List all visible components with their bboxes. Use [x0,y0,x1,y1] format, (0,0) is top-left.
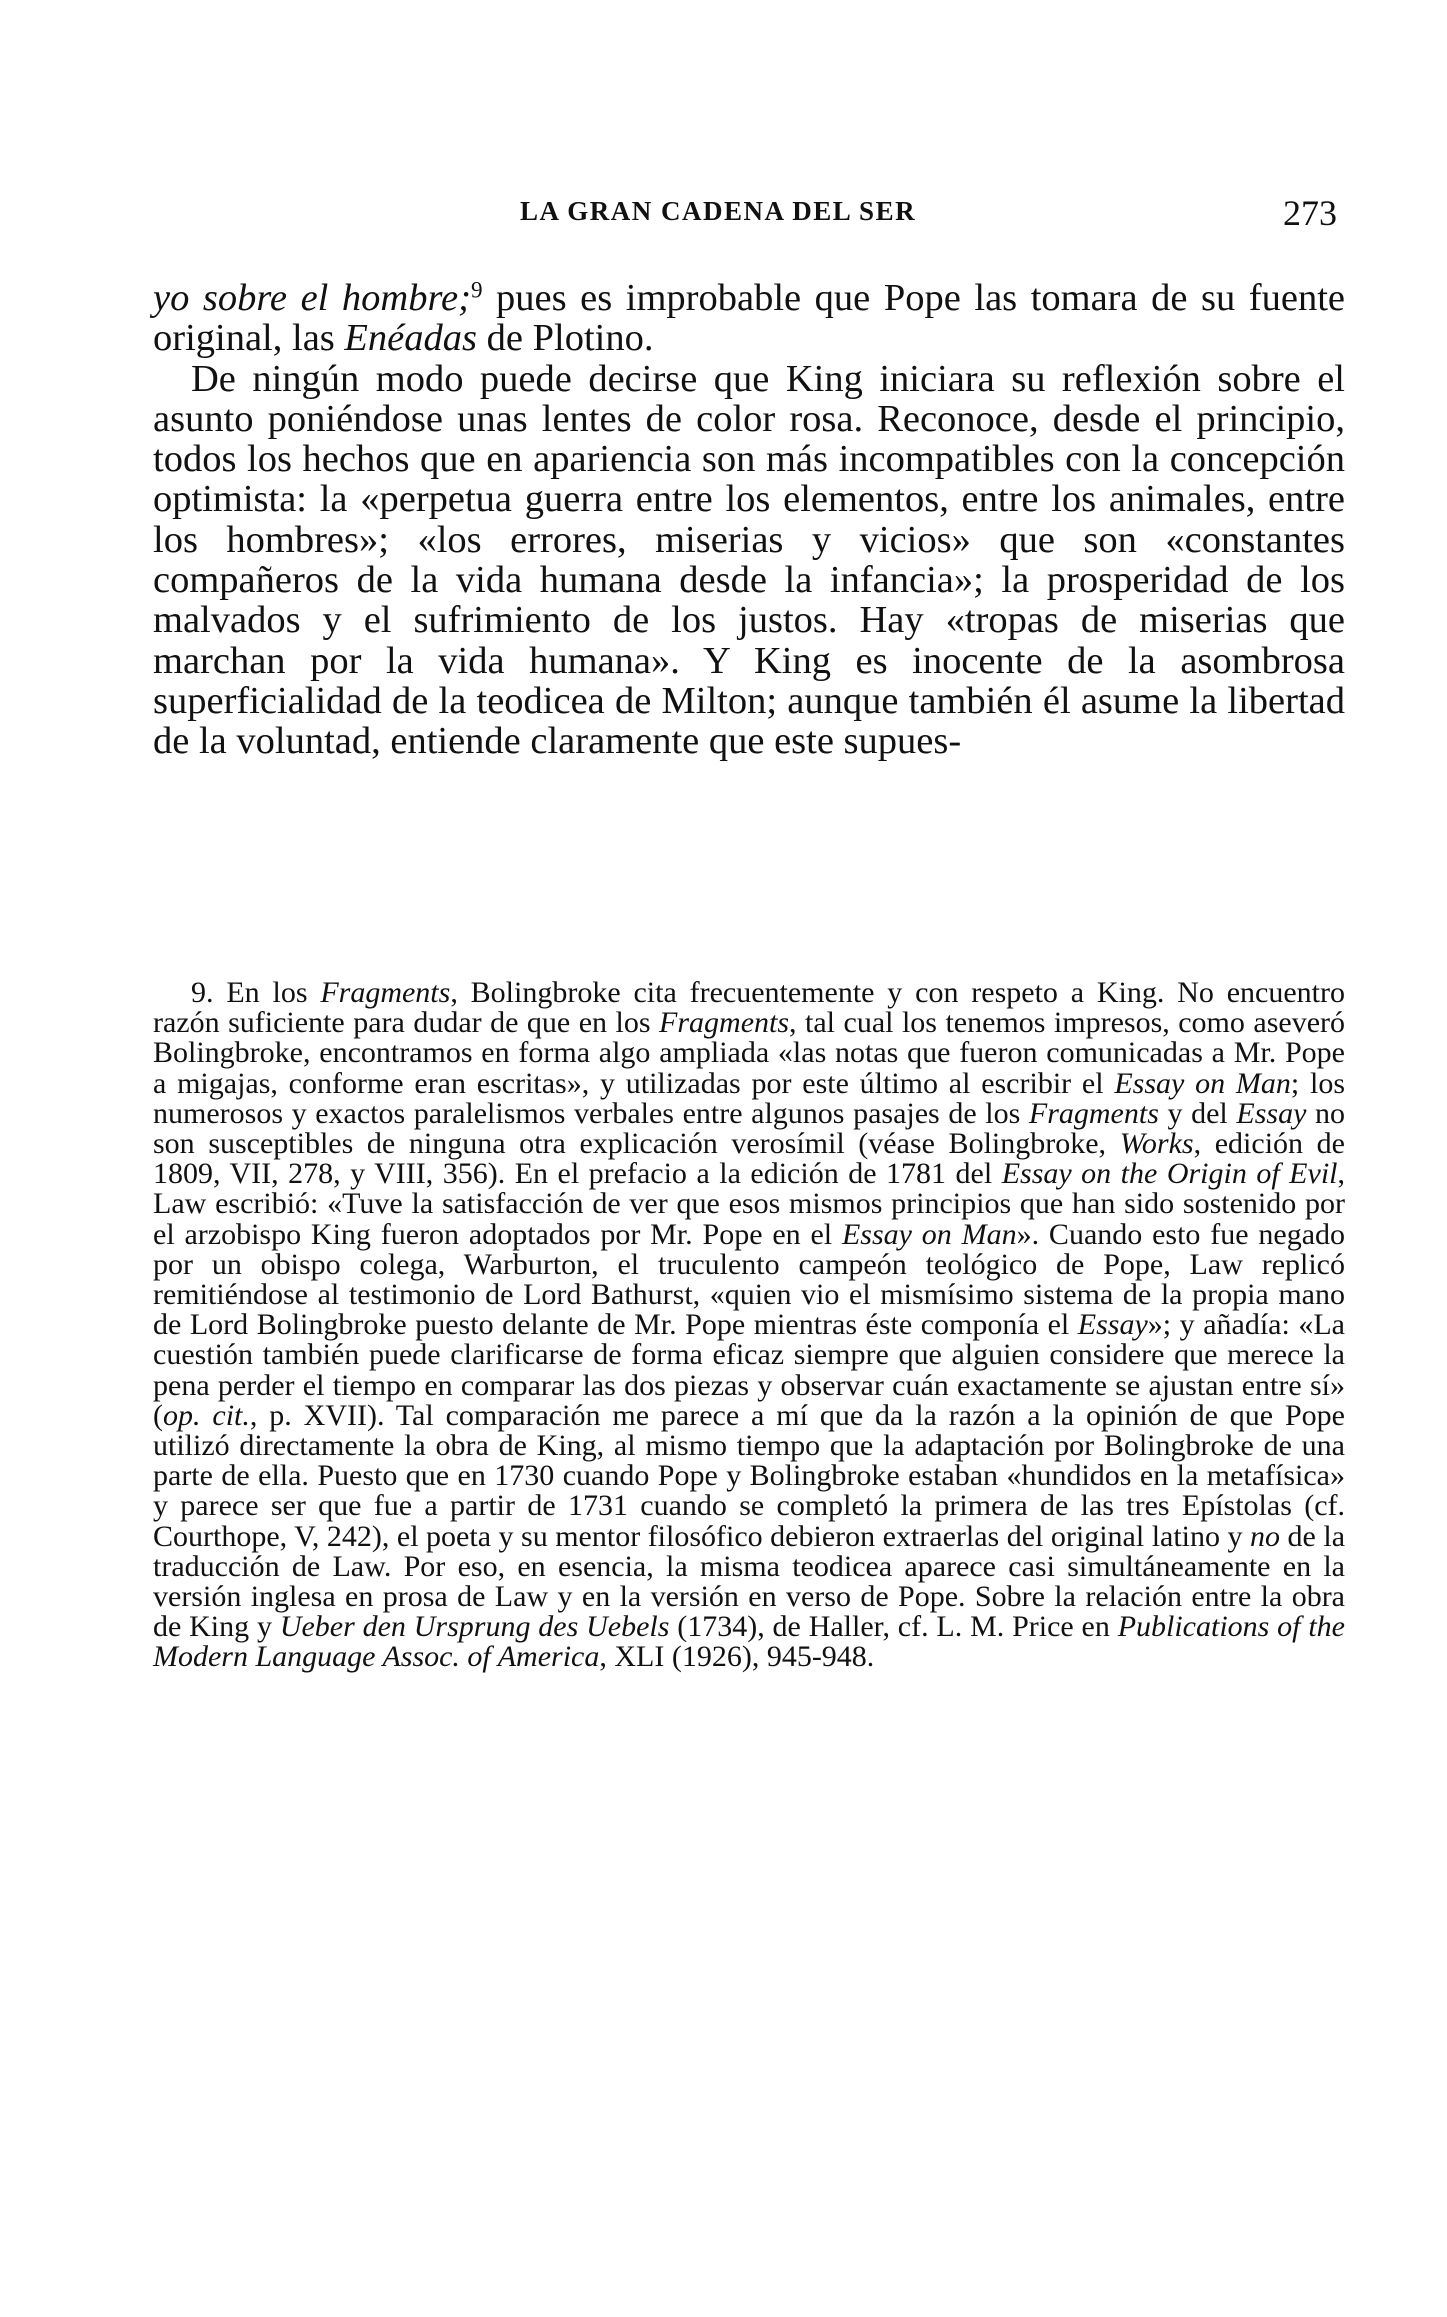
page-number: 273 [1283,193,1337,233]
footnote-text-run: En los [213,976,321,1009]
footnote-text-run: , tal cual los tenemos impresos, como aseveró Bolingbroke, encontramos en forma algo ampliada «las notas que fueron comunicadas a Mr. Pope a migajas, conforme eran escritas», y utilizadas por este último al escribir el [153,1006,1345,1100]
footnote [153,978,1345,1673]
footnote-text-run: , edición de 1809, VII, 278, y VIII, 356). En el prefacio a la edición de 1781 del [153,1127,1345,1191]
italic-title: Enéadas [344,317,477,360]
paragraph: De ningún modo puede decirse que King iniciara su reflexión sobre el asunto poniéndose unas lentes de color rosa. Reconoce, desde el principio, todos los hechos que en apariencia son más incompatibles con la concepción optimista: la «perpetua guerra entre los elementos, entre los animales, entre los hombres»; «los errores, miserias y vicios» que son «constantes compañeros de la vida humana desde la infancia»; la prosperidad de los malvados y el sufrimiento de los justos. Hay «tropas de miserias que marchan por la vida humana». Y King es inocente de la asombrosa superficialidad de la teodicea de Milton; aunque también él asume la libertad de la voluntad, entiende claramente que este supues- [153,357,1345,763]
italic-title: Fragments [1028,1096,1159,1130]
italic-title: Essay on the Origin of Evil [1001,1157,1338,1191]
footnote-text-run: ». Cuando esto fue negado por un obispo colega, Warburton, el truculento campeón teológico de Pope, Law replicó remitiéndose al testimonio de Lord Bathurst, «quien vio el mismísimo sistema de la propia mano de Lord Bolingbroke puesto delante de Mr. Pope mientras éste componía el [153,1217,1346,1342]
footnote-text [153,978,1345,1673]
italic-title: Essay [1077,1308,1148,1342]
running-head [153,193,1345,233]
italic-title: Essay on Man [1114,1066,1291,1100]
footnote-text-run: (1734), de Haller, cf. L. M. Price en [669,1610,1118,1644]
italic-title: no [1250,1519,1281,1553]
italic-title: op. cit. [163,1398,250,1432]
footnote-body [153,976,1345,1673]
footnote-text-run: ; los numerosos y exactos paralelismos verbales entre algunos pasajes de los [153,1066,1345,1130]
italic-title: Fragments [320,976,451,1009]
footnote-text-run: , Bolingbroke cita frecuentemente y con respeto a King. No encuentro razón suficiente para dudar de que en los [153,976,1345,1040]
italic-title: Essay [1236,1096,1307,1130]
italic-title: Essay on Man [841,1217,1017,1251]
italic-title: Works [1119,1127,1194,1161]
footnote-text-run: , p. XVII). Tal comparación me parece a mí que da la razón a la opinión de que Pope utilizó directamente la obra de King, al mismo tiempo que la adaptación por Bolingbroke de una parte de ella. Puesto que en 1730 cuando Pope y Bolingbroke estaban «hundidos en la metafísica» y parece ser que fue a partir de 1731 cuando se completó la primera de las tres Epístolas (cf. Courthope, V, 242), el poeta y su mentor filosófico debieron extraerlas del original latino y [153,1398,1345,1553]
running-title: LA GRAN CADENA DEL SER [520,196,917,226]
italic-title: Fragments [659,1006,790,1040]
footnote-text-run: no son susceptibles de ninguna otra explicación verosímil (véase Bolingbroke, [153,1096,1346,1161]
footnote-reference[interactable]: 9 [470,276,483,303]
footnote-number: 9. [191,976,214,1009]
footnote-text-run: , XLI (1926), 945-948. [599,1640,875,1674]
italic-title: Ueber den Ursprung des Uebels [279,1610,670,1644]
italic-title: yo sobre el hombre; [153,277,471,319]
paragraph-continuation [153,278,1345,359]
paragraph-text: de Plotino. [477,317,654,360]
footnote-text-run: de la traducción de Law. Por eso, en esencia, la misma teodicea aparece casi simultáneamente en la versión inglesa en prosa de Law y en la versión en verso de Pope. Sobre la relación entre la obra de King y [153,1519,1346,1644]
footnote-text-run: y del [1158,1096,1237,1130]
body-text [153,278,1345,762]
footnote-text-run: »; y añadía: «La cuestión también puede clarificarse de forma eficaz siempre que alguien considere que merece la pena perder el tiempo en comparar las dos piezas y observar cuán exactamente se ajustan entre sí» ( [153,1308,1345,1432]
italic-title: Publications of the Modern Language Assoc. of America [153,1610,1345,1674]
footnote-text-run: , Law escribió: «Tuve la satisfacción de ver que esos mismos principios que han sido sostenido por el arzobispo King fueron adoptados por Mr. Pope en el [153,1157,1345,1251]
paragraph-text: pues es improbable que Pope las tomara de su fuente original, las [153,277,1346,360]
